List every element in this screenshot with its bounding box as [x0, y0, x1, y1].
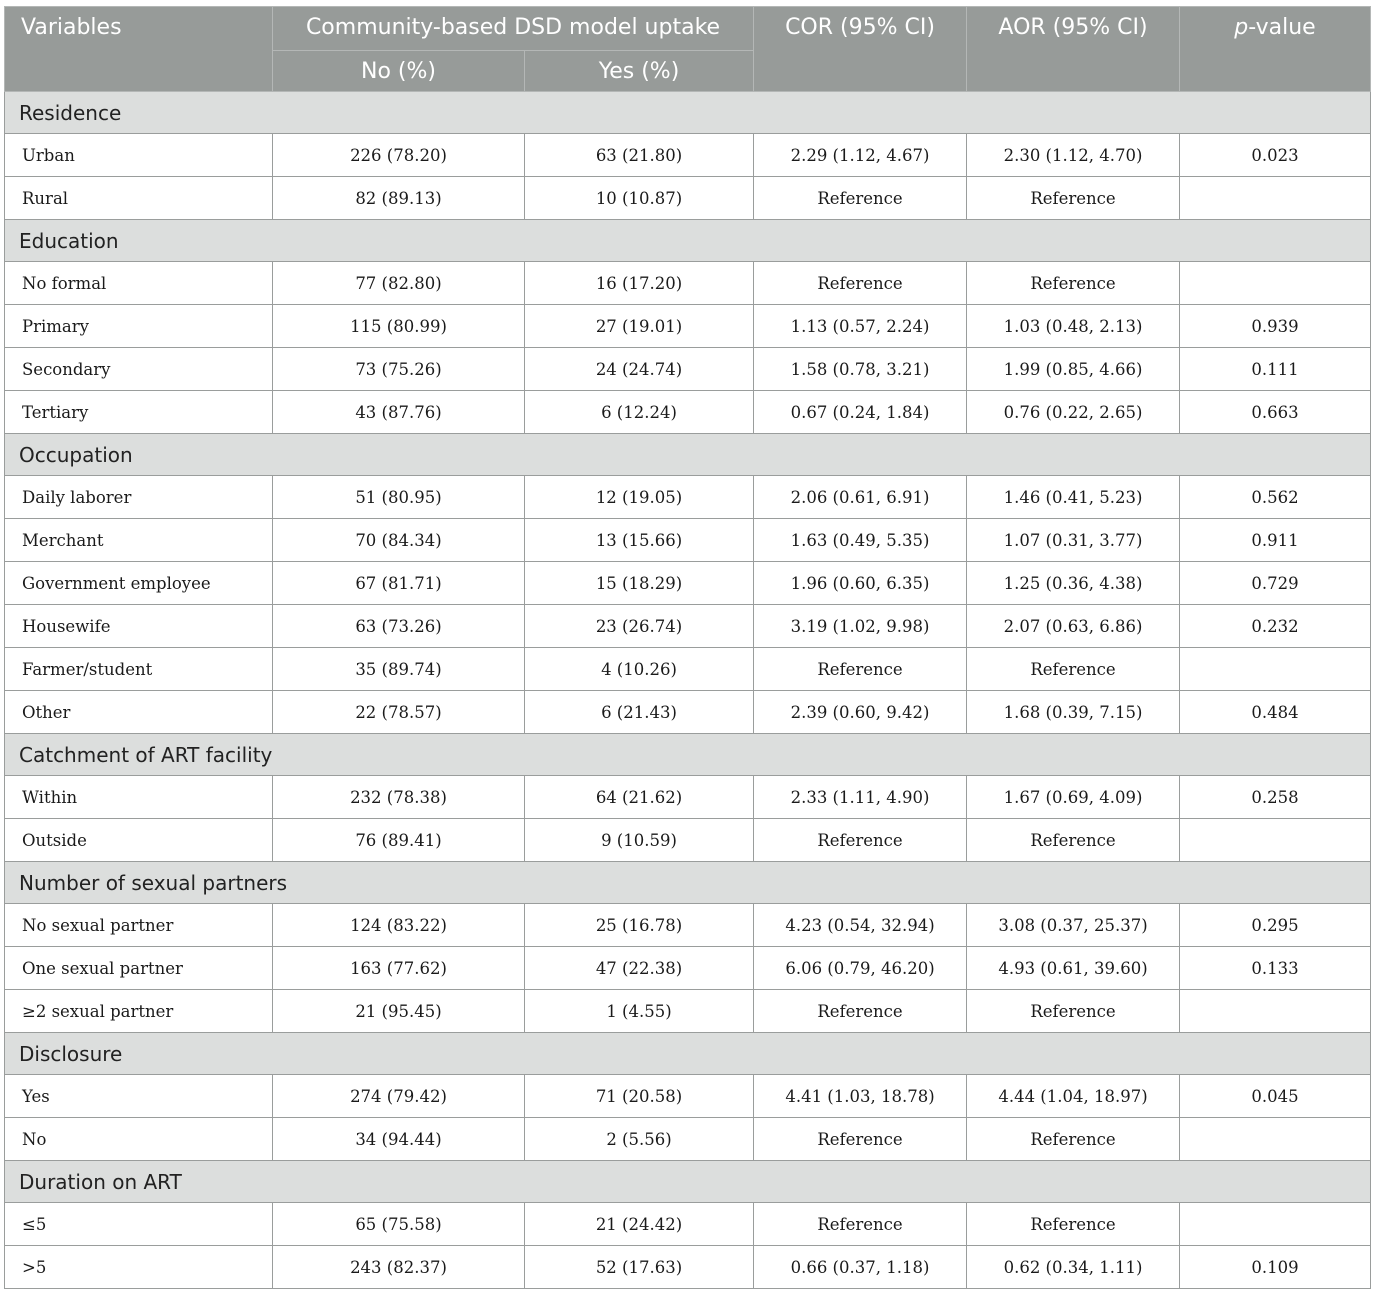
table-row	[5, 776, 1371, 819]
cell-yes-pct: 47 (22.38)	[525, 947, 754, 990]
header-pvalue-p: p	[1234, 15, 1249, 40]
cell-aor: 2.30 (1.12, 4.70)	[967, 134, 1180, 177]
cell-variable: Government employee	[5, 562, 273, 605]
cell-pvalue: 0.484	[1180, 691, 1371, 734]
cell-pvalue: 0.663	[1180, 391, 1371, 434]
cell-no-pct: 35 (89.74)	[273, 648, 525, 691]
cell-aor: Reference	[967, 819, 1180, 862]
cell-pvalue	[1180, 819, 1371, 862]
cell-cor: Reference	[754, 990, 967, 1033]
table-row	[5, 1246, 1371, 1289]
cell-cor: 0.67 (0.24, 1.84)	[754, 391, 967, 434]
cell-cor: Reference	[754, 1203, 967, 1246]
cell-pvalue: 0.045	[1180, 1075, 1371, 1118]
header-no-pct: No (%)	[273, 51, 525, 92]
cell-no-pct: 115 (80.99)	[273, 305, 525, 348]
cell-aor: 1.68 (0.39, 7.15)	[967, 691, 1180, 734]
cell-pvalue: 0.232	[1180, 605, 1371, 648]
cell-yes-pct: 10 (10.87)	[525, 177, 754, 220]
cell-pvalue: 0.258	[1180, 776, 1371, 819]
cell-cor: Reference	[754, 819, 967, 862]
cell-variable: Secondary	[5, 348, 273, 391]
section-title: Occupation	[5, 434, 1371, 476]
table-row	[5, 476, 1371, 519]
header-pvalue	[1180, 7, 1371, 92]
table-row	[5, 519, 1371, 562]
cell-variable: Tertiary	[5, 391, 273, 434]
cell-cor: 4.41 (1.03, 18.78)	[754, 1075, 967, 1118]
cell-cor: Reference	[754, 262, 967, 305]
cell-aor: Reference	[967, 1118, 1180, 1161]
cell-no-pct: 63 (73.26)	[273, 605, 525, 648]
cell-aor: Reference	[967, 648, 1180, 691]
header-cor: COR (95% CI)	[754, 7, 967, 92]
cell-cor: 1.63 (0.49, 5.35)	[754, 519, 967, 562]
cell-yes-pct: 23 (26.74)	[525, 605, 754, 648]
cell-aor: 1.46 (0.41, 5.23)	[967, 476, 1180, 519]
cell-yes-pct: 6 (21.43)	[525, 691, 754, 734]
section-title: Education	[5, 220, 1371, 262]
header-variables: Variables	[5, 7, 273, 92]
table-row	[5, 1075, 1371, 1118]
cell-cor: 2.29 (1.12, 4.67)	[754, 134, 967, 177]
section-title: Disclosure	[5, 1033, 1371, 1075]
cell-cor: 4.23 (0.54, 32.94)	[754, 904, 967, 947]
table-row	[5, 648, 1371, 691]
section-row	[5, 220, 1371, 262]
cell-no-pct: 22 (78.57)	[273, 691, 525, 734]
table-row	[5, 691, 1371, 734]
cell-variable: Urban	[5, 134, 273, 177]
cell-yes-pct: 24 (24.74)	[525, 348, 754, 391]
cell-yes-pct: 25 (16.78)	[525, 904, 754, 947]
section-row	[5, 434, 1371, 476]
cell-yes-pct: 4 (10.26)	[525, 648, 754, 691]
cell-no-pct: 274 (79.42)	[273, 1075, 525, 1118]
cell-variable: No sexual partner	[5, 904, 273, 947]
cell-no-pct: 34 (94.44)	[273, 1118, 525, 1161]
section-row	[5, 1161, 1371, 1203]
table-row	[5, 990, 1371, 1033]
table-row	[5, 562, 1371, 605]
cell-no-pct: 21 (95.45)	[273, 990, 525, 1033]
cell-variable: Rural	[5, 177, 273, 220]
cell-variable: >5	[5, 1246, 273, 1289]
table-row	[5, 1118, 1371, 1161]
cell-yes-pct: 64 (21.62)	[525, 776, 754, 819]
table-row	[5, 1203, 1371, 1246]
cell-no-pct: 232 (78.38)	[273, 776, 525, 819]
header-uptake-group: Community-based DSD model uptake	[273, 7, 754, 51]
cell-variable: Outside	[5, 819, 273, 862]
cell-pvalue: 0.111	[1180, 348, 1371, 391]
section-row	[5, 1033, 1371, 1075]
table-row	[5, 819, 1371, 862]
section-title: Duration on ART	[5, 1161, 1371, 1203]
cell-no-pct: 43 (87.76)	[273, 391, 525, 434]
cell-pvalue	[1180, 990, 1371, 1033]
cell-no-pct: 51 (80.95)	[273, 476, 525, 519]
cell-pvalue: 0.729	[1180, 562, 1371, 605]
cell-yes-pct: 2 (5.56)	[525, 1118, 754, 1161]
cell-no-pct: 76 (89.41)	[273, 819, 525, 862]
cell-yes-pct: 9 (10.59)	[525, 819, 754, 862]
cell-no-pct: 163 (77.62)	[273, 947, 525, 990]
cell-variable: Daily laborer	[5, 476, 273, 519]
table-row	[5, 305, 1371, 348]
table-row	[5, 947, 1371, 990]
cell-no-pct: 67 (81.71)	[273, 562, 525, 605]
header-aor: AOR (95% CI)	[967, 7, 1180, 92]
cell-aor: 4.93 (0.61, 39.60)	[967, 947, 1180, 990]
cell-pvalue	[1180, 177, 1371, 220]
cell-cor: 1.13 (0.57, 2.24)	[754, 305, 967, 348]
cell-aor: 2.07 (0.63, 6.86)	[967, 605, 1180, 648]
cell-no-pct: 124 (83.22)	[273, 904, 525, 947]
cell-pvalue: 0.295	[1180, 904, 1371, 947]
section-title: Number of sexual partners	[5, 862, 1371, 904]
cell-yes-pct: 13 (15.66)	[525, 519, 754, 562]
cell-no-pct: 65 (75.58)	[273, 1203, 525, 1246]
section-row	[5, 92, 1371, 134]
table-row	[5, 348, 1371, 391]
cell-yes-pct: 27 (19.01)	[525, 305, 754, 348]
cell-pvalue: 0.911	[1180, 519, 1371, 562]
cell-no-pct: 243 (82.37)	[273, 1246, 525, 1289]
cell-yes-pct: 71 (20.58)	[525, 1075, 754, 1118]
cell-pvalue: 0.133	[1180, 947, 1371, 990]
cell-aor: 1.25 (0.36, 4.38)	[967, 562, 1180, 605]
table-row	[5, 605, 1371, 648]
cell-no-pct: 226 (78.20)	[273, 134, 525, 177]
cell-variable: No	[5, 1118, 273, 1161]
cell-cor: 0.66 (0.37, 1.18)	[754, 1246, 967, 1289]
cell-yes-pct: 63 (21.80)	[525, 134, 754, 177]
cell-aor: Reference	[967, 177, 1180, 220]
cell-cor: 3.19 (1.02, 9.98)	[754, 605, 967, 648]
table-row	[5, 134, 1371, 177]
cell-yes-pct: 16 (17.20)	[525, 262, 754, 305]
table-row	[5, 391, 1371, 434]
cell-yes-pct: 12 (19.05)	[525, 476, 754, 519]
cell-cor: 6.06 (0.79, 46.20)	[754, 947, 967, 990]
cell-pvalue	[1180, 1118, 1371, 1161]
cell-variable: Merchant	[5, 519, 273, 562]
cell-no-pct: 70 (84.34)	[273, 519, 525, 562]
cell-variable: No formal	[5, 262, 273, 305]
table-header	[5, 7, 1371, 92]
cell-variable: Yes	[5, 1075, 273, 1118]
cell-no-pct: 73 (75.26)	[273, 348, 525, 391]
results-table	[4, 6, 1371, 1289]
cell-yes-pct: 6 (12.24)	[525, 391, 754, 434]
cell-pvalue	[1180, 648, 1371, 691]
cell-cor: 1.58 (0.78, 3.21)	[754, 348, 967, 391]
cell-cor: Reference	[754, 648, 967, 691]
cell-pvalue: 0.562	[1180, 476, 1371, 519]
cell-aor: Reference	[967, 1203, 1180, 1246]
cell-aor: Reference	[967, 262, 1180, 305]
section-row	[5, 734, 1371, 776]
cell-variable: Other	[5, 691, 273, 734]
cell-pvalue	[1180, 1203, 1371, 1246]
cell-pvalue	[1180, 262, 1371, 305]
cell-pvalue: 0.939	[1180, 305, 1371, 348]
cell-no-pct: 77 (82.80)	[273, 262, 525, 305]
cell-aor: 4.44 (1.04, 18.97)	[967, 1075, 1180, 1118]
cell-aor: 1.03 (0.48, 2.13)	[967, 305, 1180, 348]
section-row	[5, 862, 1371, 904]
cell-yes-pct: 1 (4.55)	[525, 990, 754, 1033]
cell-cor: 2.39 (0.60, 9.42)	[754, 691, 967, 734]
table-row	[5, 177, 1371, 220]
header-yes-pct: Yes (%)	[525, 51, 754, 92]
cell-pvalue: 0.023	[1180, 134, 1371, 177]
cell-cor: 2.06 (0.61, 6.91)	[754, 476, 967, 519]
cell-pvalue: 0.109	[1180, 1246, 1371, 1289]
cell-variable: Housewife	[5, 605, 273, 648]
cell-cor: Reference	[754, 1118, 967, 1161]
header-pvalue-rest: -value	[1248, 15, 1316, 40]
cell-aor: 3.08 (0.37, 25.37)	[967, 904, 1180, 947]
cell-variable: ≥2 sexual partner	[5, 990, 273, 1033]
section-title: Residence	[5, 92, 1371, 134]
cell-variable: ≤5	[5, 1203, 273, 1246]
cell-variable: Primary	[5, 305, 273, 348]
cell-variable: Within	[5, 776, 273, 819]
cell-cor: 1.96 (0.60, 6.35)	[754, 562, 967, 605]
cell-variable: One sexual partner	[5, 947, 273, 990]
cell-yes-pct: 21 (24.42)	[525, 1203, 754, 1246]
cell-yes-pct: 52 (17.63)	[525, 1246, 754, 1289]
cell-aor: 1.99 (0.85, 4.66)	[967, 348, 1180, 391]
cell-aor: 0.62 (0.34, 1.11)	[967, 1246, 1180, 1289]
cell-aor: 0.76 (0.22, 2.65)	[967, 391, 1180, 434]
cell-no-pct: 82 (89.13)	[273, 177, 525, 220]
cell-variable: Farmer/student	[5, 648, 273, 691]
cell-aor: 1.67 (0.69, 4.09)	[967, 776, 1180, 819]
cell-cor: 2.33 (1.11, 4.90)	[754, 776, 967, 819]
cell-aor: Reference	[967, 990, 1180, 1033]
table-row	[5, 262, 1371, 305]
cell-yes-pct: 15 (18.29)	[525, 562, 754, 605]
table-row	[5, 904, 1371, 947]
table-body	[5, 92, 1371, 1289]
cell-cor: Reference	[754, 177, 967, 220]
cell-aor: 1.07 (0.31, 3.77)	[967, 519, 1180, 562]
section-title: Catchment of ART facility	[5, 734, 1371, 776]
